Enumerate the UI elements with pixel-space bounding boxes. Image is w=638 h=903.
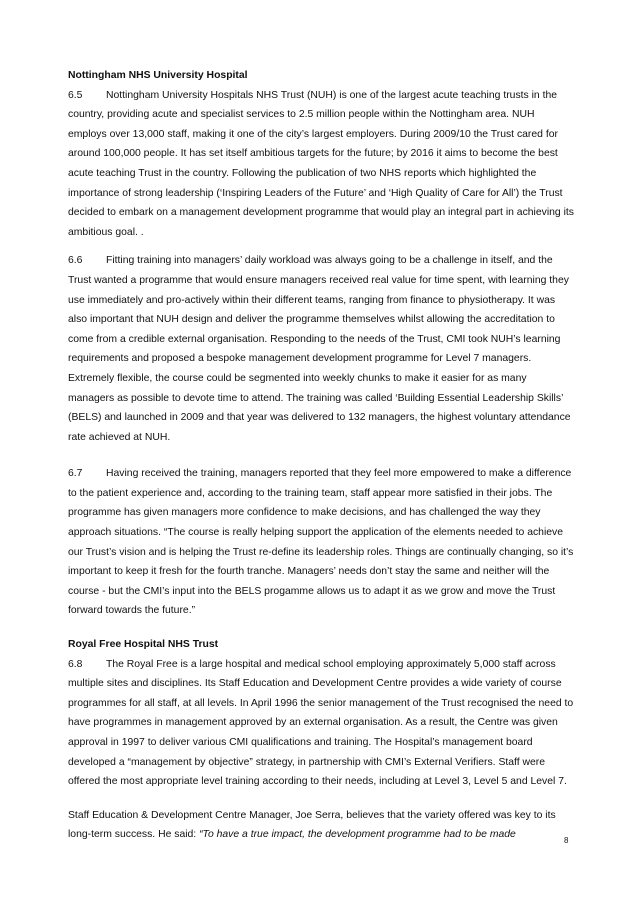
- spacer: [68, 792, 574, 806]
- paragraph-6-7: [68, 464, 574, 621]
- paragraph-number: 6.6: [68, 255, 83, 267]
- paragraph-number: 6.7: [68, 468, 83, 480]
- section-heading-nottingham: Nottingham NHS University Hospital: [68, 70, 248, 81]
- document-page: [68, 66, 574, 845]
- quote-text: “To have a true impact, the development programme had to be made: [199, 829, 516, 841]
- spacer: [68, 242, 574, 251]
- page-number: 8: [564, 836, 569, 845]
- paragraph-text: Nottingham University Hospitals NHS Trust (NUH) is one of the largest acute teaching trusts in the country, providing acute and specialist services to 2.5 million people within the Nottingham area. NUH employs over 13,000 staff, making it one of the city’s largest employers. During 2009/10 the Trust cared for around 100,000 people. It has set itself ambitious targets for the future; by 2016 it aims to become the best acute teaching Trust in the country. Following the publication of two NHS reports which highlighted the importance of strong leadership (‘Inspiring Leaders of the Future’ and ‘High Quality of Care for All’) the Trust decided to embark on a management development programme that would play an integral part in achieving its ambitious goal. .: [68, 89, 574, 238]
- paragraph-number: 6.5: [68, 89, 83, 101]
- paragraph-text: Staff Education & Development Centre Manager, Joe Serra, believes that the variety offered was key to its long-term success. He said:: [68, 809, 556, 841]
- paragraph-text: Having received the training, managers reported that they feel more empowered to make a difference to the patient experience and, according to the training team, staff appear more satisfied in their jobs. The programme has given managers more confidence to make decisions, and has challenged the way they approach situations. “The course is really helping support the application of the elements needed to achieve our Trust’s vision and is helping the Trust re-define its leadership roles. Things are continually changing, so it’s important to keep it fresh for the fourth tranche. Managers’ needs don’t stay the same and neither will the course - but the CMI’s input into the BELS progamme allows us to adapt it as we grow and move the Trust forward towards the future.”: [68, 468, 574, 617]
- spacer: [68, 447, 574, 464]
- paragraph-6-5: [68, 86, 574, 243]
- paragraph-text: Fitting training into managers’ daily workload was always going to be a challenge in itself, and the Trust wanted a programme that would ensure managers received real value for time spent, with learning they use immediately and pro-actively within their different teams, ranging from finance to physiotherapy. It was also important that NUH design and deliver the programme themselves whilst allowing the accreditation to come from a credible external organisation. Responding to the needs of the Trust, CMI took NUH’s learning requirements and proposed a bespoke management development programme for Level 7 managers. Extremely flexible, the course could be segmented into weekly chunks to make it easier for as many managers as possible to devote time to attend. The training was called ‘Building Essential Leadership Skills’ (BELS) and launched in 2009 and that year was delivered to 132 managers, the highest voluntary attendance rate achieved at NUH.: [68, 255, 571, 443]
- paragraph-6-6: [68, 251, 574, 447]
- spacer: [68, 621, 574, 635]
- paragraph-closing: [68, 806, 574, 845]
- paragraph-number: 6.8: [68, 658, 83, 670]
- section-heading-royal-free: Royal Free Hospital NHS Trust: [68, 639, 219, 651]
- paragraph-6-8: [68, 655, 574, 792]
- paragraph-text: The Royal Free is a large hospital and medical school employing approximately 5,000 staff across multiple sites and disciplines. Its Staff Education and Development Centre provides a wide variety of course programmes for all staff, at all levels. In April 1996 the senior management of the Trust recognised the need to have programmes in management approved by an external organisation. As a result, the Centre was given approval in 1997 to deliver various CMI qualifications and training. The Hospital’s management board developed a “management by objective” strategy, in partnership with CMI’s External Verifiers. Staff were offered the most appropriate level training according to their needs, including at Level 3, Level 5 and Level 7.: [68, 658, 574, 788]
